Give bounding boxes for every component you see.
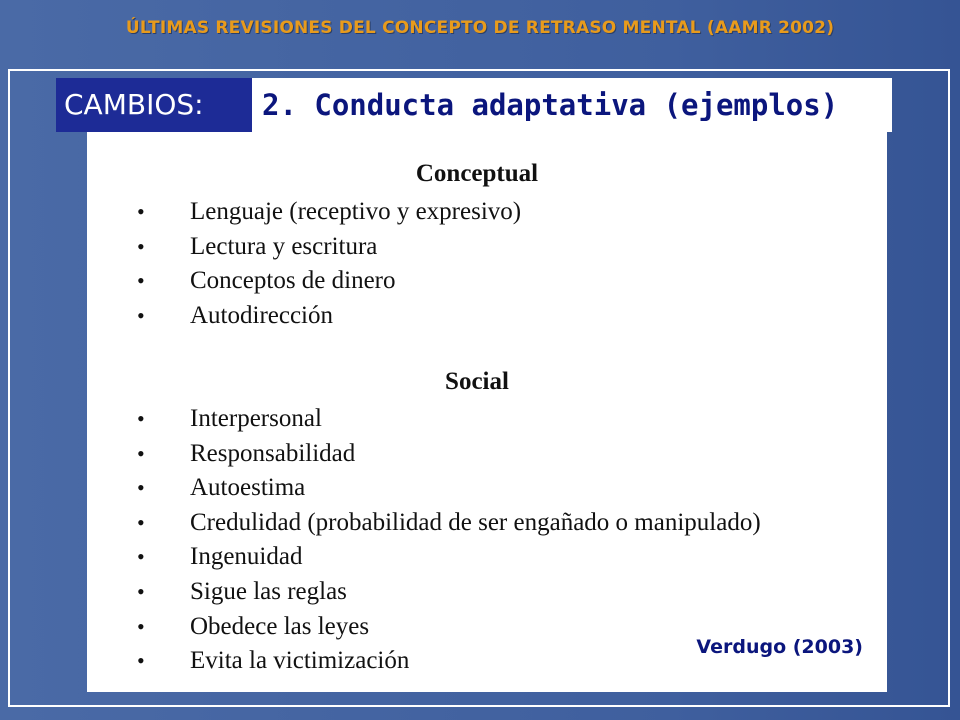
bullet-icon: • xyxy=(137,613,145,639)
header-bar xyxy=(0,0,960,62)
slide-heading: 2. Conducta adaptativa (ejemplos) xyxy=(252,78,892,132)
citation: Verdugo (2003) xyxy=(696,636,863,658)
bullet-icon: • xyxy=(137,268,145,294)
bullet-icon: • xyxy=(137,509,145,535)
bullet-icon: • xyxy=(137,233,145,259)
slide-title-row xyxy=(56,78,892,132)
bullet-icon: • xyxy=(137,578,145,604)
bullet-icon: • xyxy=(137,302,145,328)
bullet-icon: • xyxy=(137,406,145,431)
content-image: Conceptual • Lenguaje (receptivo y expresivo) • Lectura y escritura • Conceptos de dinero • Autodirección Social • Interpersonal • Responsabilidad • Autoestima • Credulidad (probabilidad de ser engañado o manipulado) • Ingenuidad • Sigue las reglas • Obedece las leyes • Evita la victimización Verdugo (2003) xyxy=(87,132,887,692)
bullet-icon: • xyxy=(137,475,145,501)
bullet-icon: • xyxy=(137,544,145,570)
bullet-icon: • xyxy=(137,199,145,224)
section-title-social: Social xyxy=(445,368,509,395)
bullet-icon: • xyxy=(137,440,145,466)
header-title: ÚLTIMAS REVISIONES DEL CONCEPTO DE RETRASO MENTAL (AAMR 2002) xyxy=(125,18,835,38)
section-title-conceptual: Conceptual xyxy=(415,160,539,187)
changes-label: CAMBIOS: xyxy=(56,78,252,132)
bullet-icon: • xyxy=(137,648,145,674)
